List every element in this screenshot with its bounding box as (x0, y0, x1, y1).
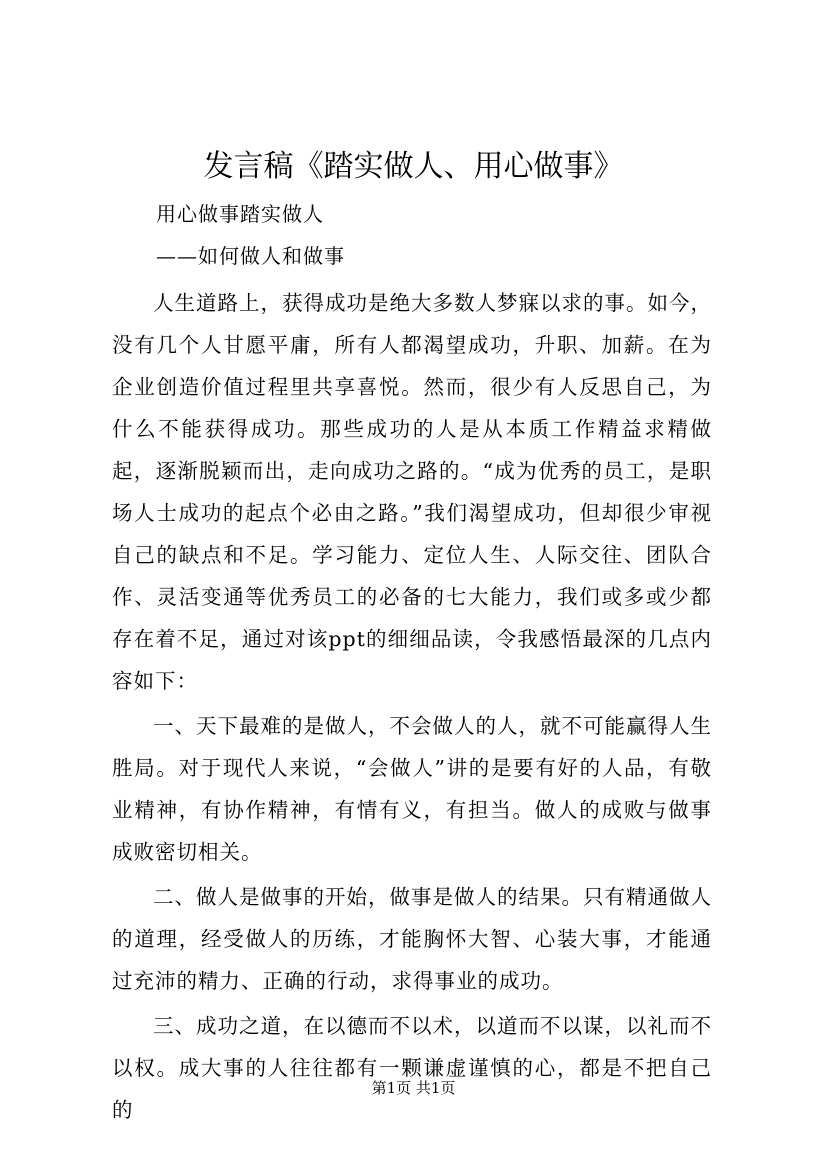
paragraph: 人生道路上，获得成功是绝大多数人梦寐以求的事。如今，没有几个人甘愿平庸，所有人都渴望成功，升职、加薪。在为企业创造价值过程里共享喜悦。然而，很少有人反思自己，为什么不能获得成功。那些成功的人是从本质工作精益求精做起，逐渐脱颖而出，走向成功之路的。“成为优秀的员工，是职场人士成功的起点个必由之路。”我们渴望成功，但却很少审视自己的缺点和不足。学习能力、定位人生、人际交往、团队合作、灵活变通等优秀员工的必备的七大能力，我们或多或少都存在着不足，通过对该ppt的细细品读，令我感悟最深的几点内容如下： (112, 291, 712, 693)
document-body (112, 282, 712, 1131)
paragraph: 二、做人是做事的开始，做事是做人的结果。只有精通做人的道理，经受做人的历练，才能胸怀大智、心装大事，才能通过充沛的精力、正确的行动，求得事业的成功。 (112, 885, 712, 993)
page-footer: 第1页 共1页 (371, 1079, 456, 1097)
document-subtitle-dash: ——如何做人和做事 (156, 244, 345, 268)
paragraph: 一、天下最难的是做人，不会做人的人，就不可能赢得人生胜局。对于现代人来说，“会做人”讲的是要有好的人品，有敬业精神，有协作精神，有情有义，有担当。做人的成败与做事成败密切相关。 (112, 714, 712, 864)
document-title: 发言稿《踏实做人、用心做事》 (203, 149, 624, 184)
paragraph: 三、成功之道，在以德而不以术，以道而不以谋，以礼而不以权。成大事的人往往都有一颗谦虚谨慎的心，都是不把自己的 (112, 1014, 712, 1122)
document-subtitle: 用心做事踏实做人 (156, 202, 324, 226)
